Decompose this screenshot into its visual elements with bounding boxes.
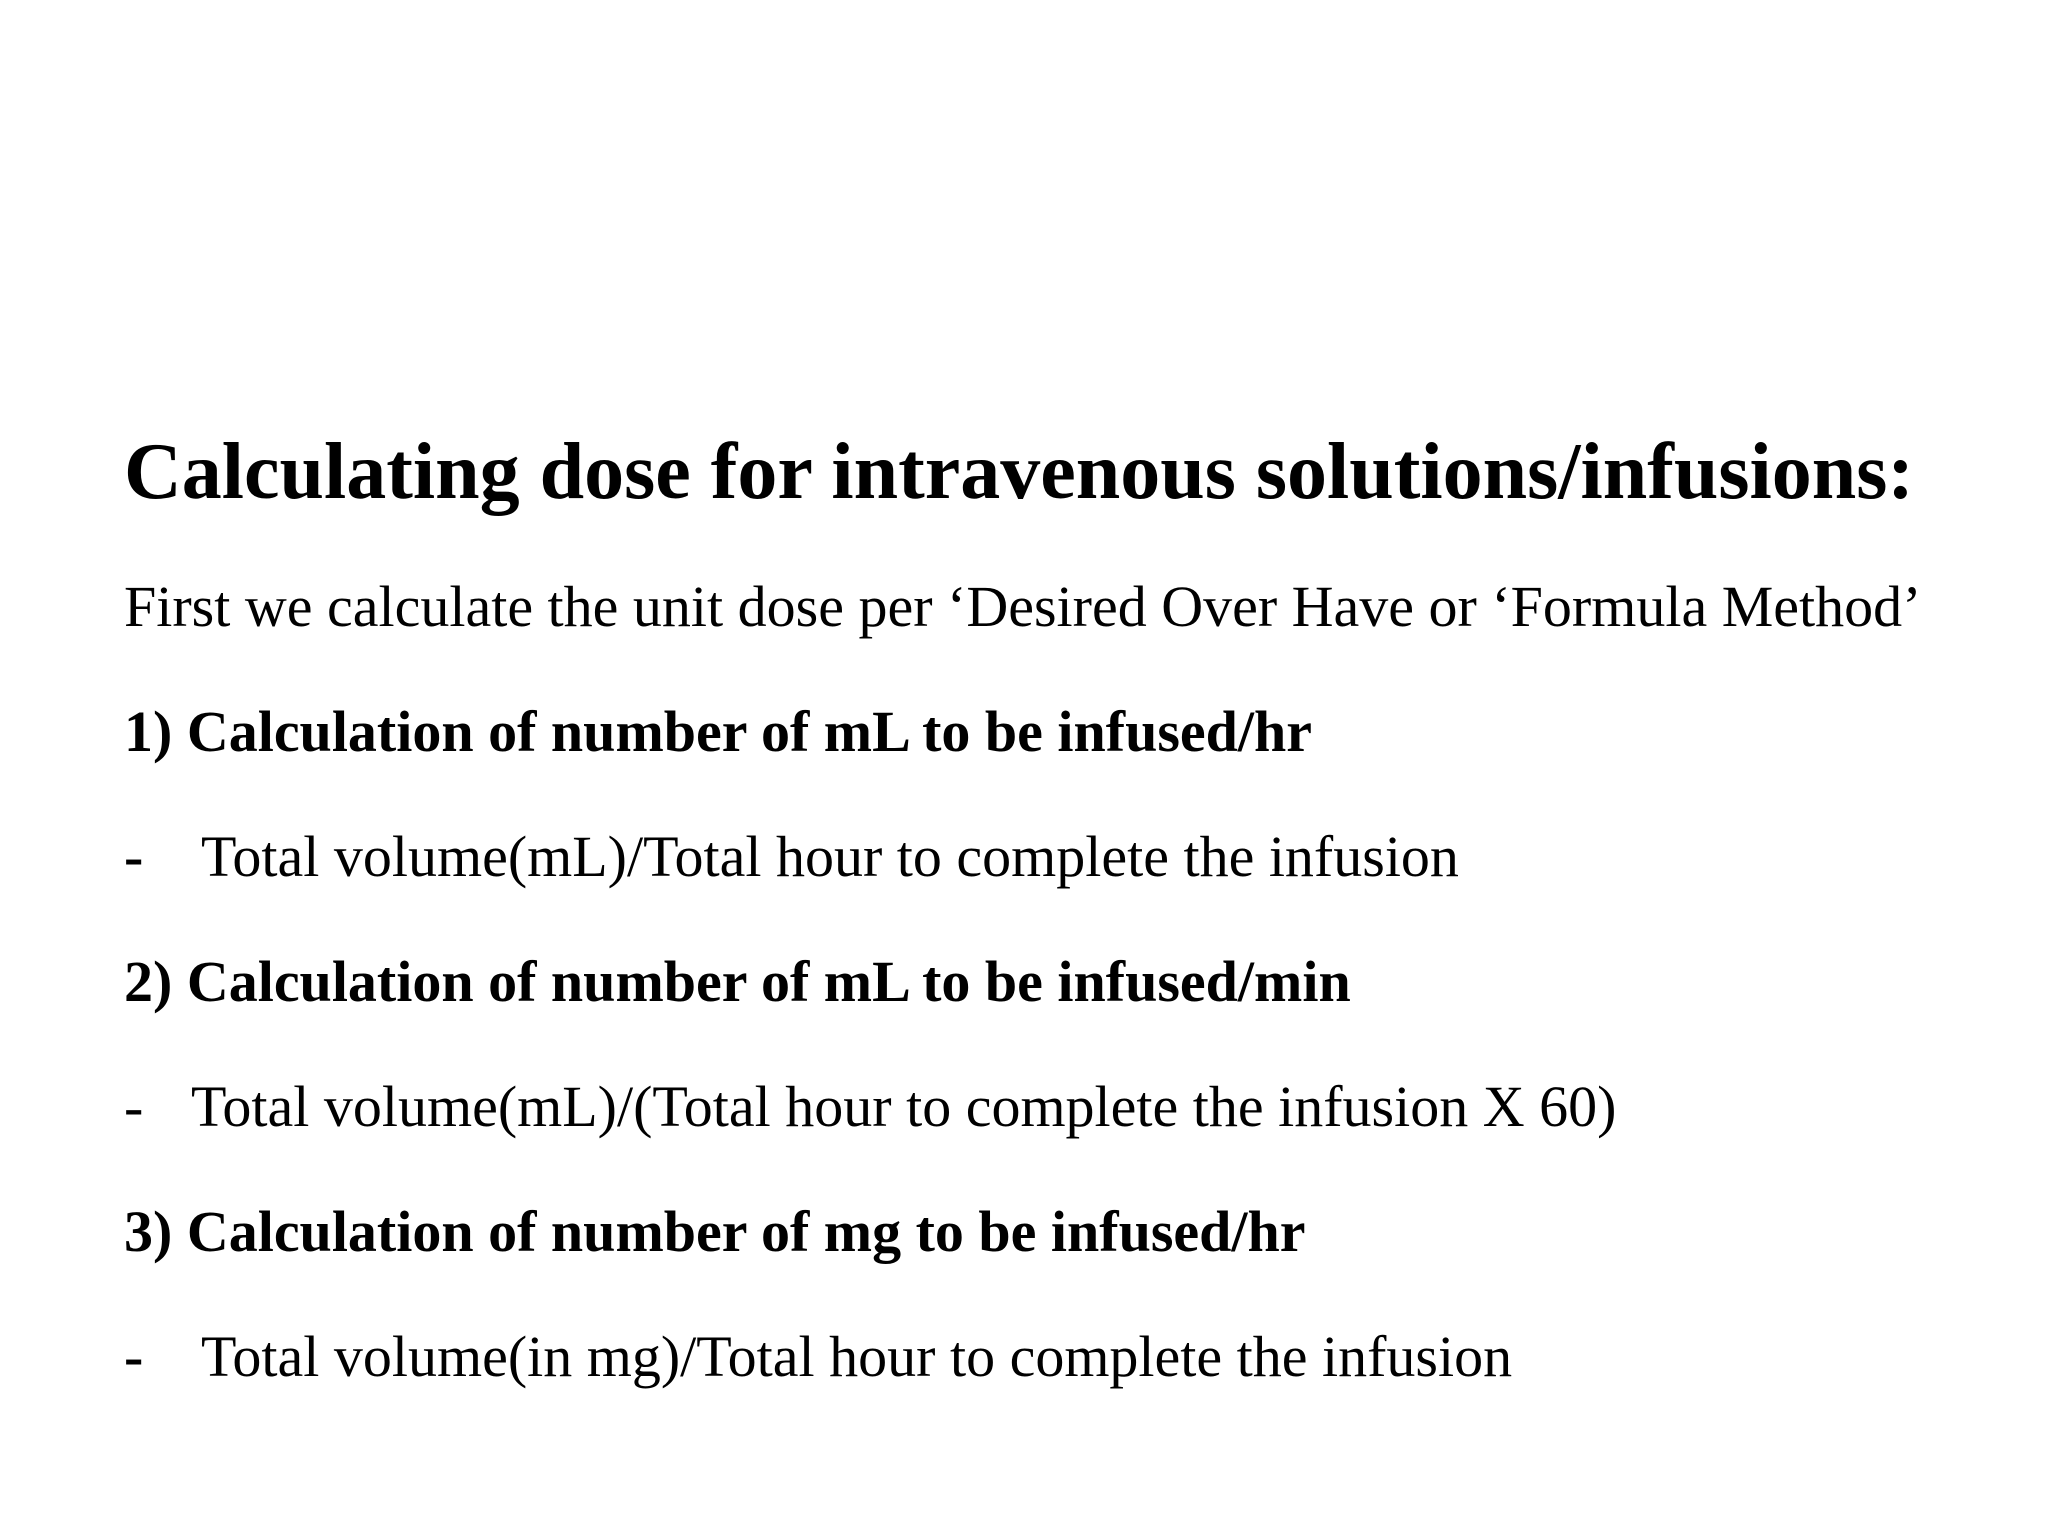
- section-heading-3: 3) Calculation of number of mg to be infused/hr: [124, 1199, 1306, 1264]
- slide-title: Calculating dose for intravenous solutions/infusions:: [124, 428, 1914, 516]
- section-bullet-2: [124, 1074, 1617, 1139]
- bullet-marker: -: [124, 1074, 144, 1139]
- section-heading-2: 2) Calculation of number of mL to be infused/min: [124, 949, 1351, 1014]
- intro-text: First we calculate the unit dose per ‘Desired Over Have or ‘Formula Method’: [124, 574, 1922, 639]
- bullet-marker: -: [124, 824, 144, 889]
- section-bullet-1: [124, 824, 1459, 889]
- section-bullet-3: [124, 1324, 1513, 1389]
- bullet-text: Total volume(mL)/Total hour to complete the infusion: [201, 824, 1459, 889]
- bullet-marker: -: [124, 1324, 144, 1389]
- bullet-text: Total volume(mL)/(Total hour to complete the infusion X 60): [191, 1074, 1617, 1139]
- section-heading-1: 1) Calculation of number of mL to be infused/hr: [124, 699, 1313, 764]
- bullet-text: Total volume(in mg)/Total hour to complete the infusion: [201, 1324, 1513, 1389]
